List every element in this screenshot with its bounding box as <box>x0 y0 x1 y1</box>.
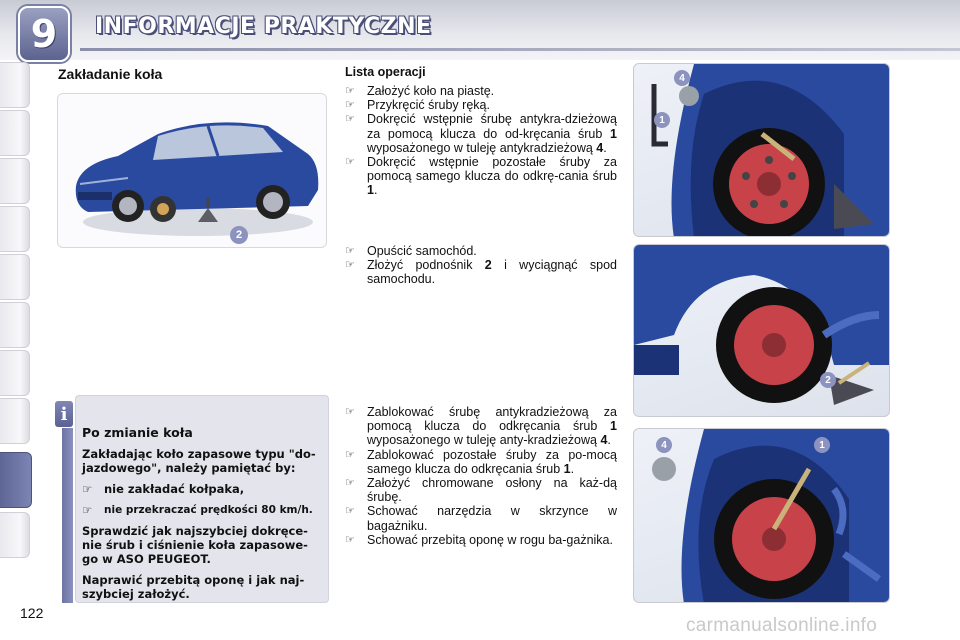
pointing-hand-icon: ☞ <box>345 85 355 97</box>
pointing-hand-icon: ☞ <box>345 259 355 272</box>
pointing-hand-icon: ☞ <box>345 113 355 126</box>
list-item: ☞ Założyć koło na piastę. <box>345 84 495 98</box>
chapter-title: INFORMACJE PRAKTYCZNE <box>95 14 432 39</box>
callout-1: 1 <box>814 437 830 453</box>
chapter-number: 9 <box>30 12 58 56</box>
info-bullet: ☞ nie przekraczać prędkości 80 km/h. <box>82 503 313 517</box>
list-item: ☞ Zablokować pozostałe śruby za po-mocą samego klucza do odkręcania śrub 1. <box>345 447 617 476</box>
pointing-hand-icon: ☞ <box>345 406 355 418</box>
list-item: ☞ Przykręcić śruby ręką. <box>345 98 490 113</box>
pointing-hand-icon: ☞ <box>345 245 355 257</box>
header-underline <box>80 48 960 51</box>
pointing-hand-icon: ☞ <box>82 482 93 496</box>
chapter-tab-active[interactable] <box>0 452 32 508</box>
callout-2: 2 <box>230 226 248 244</box>
photo-lowering-car <box>633 244 890 417</box>
section-title: Zakładanie koła <box>58 66 163 82</box>
chapter-tab[interactable] <box>0 62 30 108</box>
info-bullet: ☞ nie zakładać kołpaka, <box>82 482 245 496</box>
pointing-hand-icon: ☞ <box>345 448 355 461</box>
chapter-tab[interactable] <box>0 302 30 348</box>
info-stripe <box>62 428 73 603</box>
callout-1: 1 <box>654 112 670 128</box>
car-on-jack-illustration <box>57 93 327 248</box>
chapter-tab[interactable] <box>0 206 30 252</box>
callout-2: 2 <box>820 372 836 388</box>
pointing-hand-icon: ☞ <box>82 503 93 517</box>
page-number: 122 <box>20 605 44 621</box>
callout-4: 4 <box>674 70 690 86</box>
chapter-tab[interactable] <box>0 110 30 156</box>
watermark: carmanualsonline.info <box>686 615 878 636</box>
info-text: Sprawdzić jak najszybciej dokręce-nie śrub i ciśnienie koła zapasowe-go w ASO PEUGEOT. <box>82 524 308 566</box>
info-text: Zakładając koło zapasowe typu "do-jazdowego", należy pamiętać by: <box>82 447 316 475</box>
pointing-hand-icon: ☞ <box>345 505 355 518</box>
pointing-hand-icon: ☞ <box>345 533 355 546</box>
chapter-tab[interactable] <box>0 350 30 396</box>
info-title: Po zmianie koła <box>82 425 193 440</box>
photo-tightening-bolts <box>633 63 890 237</box>
list-item: ☞ Dokręcić wstępnie śrubę antykra-dzieżową za pomocą klucza do od-kręcania śrub 1 wyposażonego w tuleję antykradzieżową 4. <box>345 112 617 155</box>
pointing-hand-icon: ☞ <box>345 99 355 112</box>
list-item: ☞ Założyć chromowane osłony na każ-dą śrubę. <box>345 476 617 505</box>
list-item: ☞ Zablokować śrubę antykradzieżową za pomocą klucza do odkręcania śrub 1 wyposażonego w tuleję anty-kradzieżową 4. <box>345 405 617 448</box>
photo-locking-bolts <box>633 428 890 603</box>
callout-4: 4 <box>656 437 672 453</box>
list-item: ☞ Opuścić samochód. <box>345 244 477 258</box>
info-text: Naprawić przebitą oponę i jak naj-szybciej założyć. <box>82 573 305 601</box>
operations-group-3 <box>345 405 617 547</box>
chapter-tabs <box>0 62 32 592</box>
chapter-tab[interactable] <box>0 158 30 204</box>
chapter-tab[interactable] <box>0 398 30 444</box>
info-icon: i <box>55 401 73 427</box>
chapter-badge <box>18 6 70 62</box>
list-item: ☞ Dokręcić wstępnie pozostałe śruby za pomocą samego klucza do odkrę-cania śrub 1. <box>345 155 617 198</box>
operations-group-1 <box>345 84 617 198</box>
chapter-tab[interactable] <box>0 254 30 300</box>
list-item: ☞ Schować przebitą oponę w rogu ba-gażnika. <box>345 532 613 547</box>
operations-group-2 <box>345 244 617 287</box>
pointing-hand-icon: ☞ <box>345 477 355 490</box>
chapter-tab[interactable] <box>0 512 30 558</box>
pointing-hand-icon: ☞ <box>345 156 355 169</box>
info-content <box>82 426 322 608</box>
operations-title: Lista operacji <box>345 65 426 79</box>
list-item: ☞ Złożyć podnośnik 2 i wyciągnąć spod samochodu. <box>345 258 617 287</box>
list-item: ☞ Schować narzędzia w skrzynce w bagażniku. <box>345 504 617 533</box>
